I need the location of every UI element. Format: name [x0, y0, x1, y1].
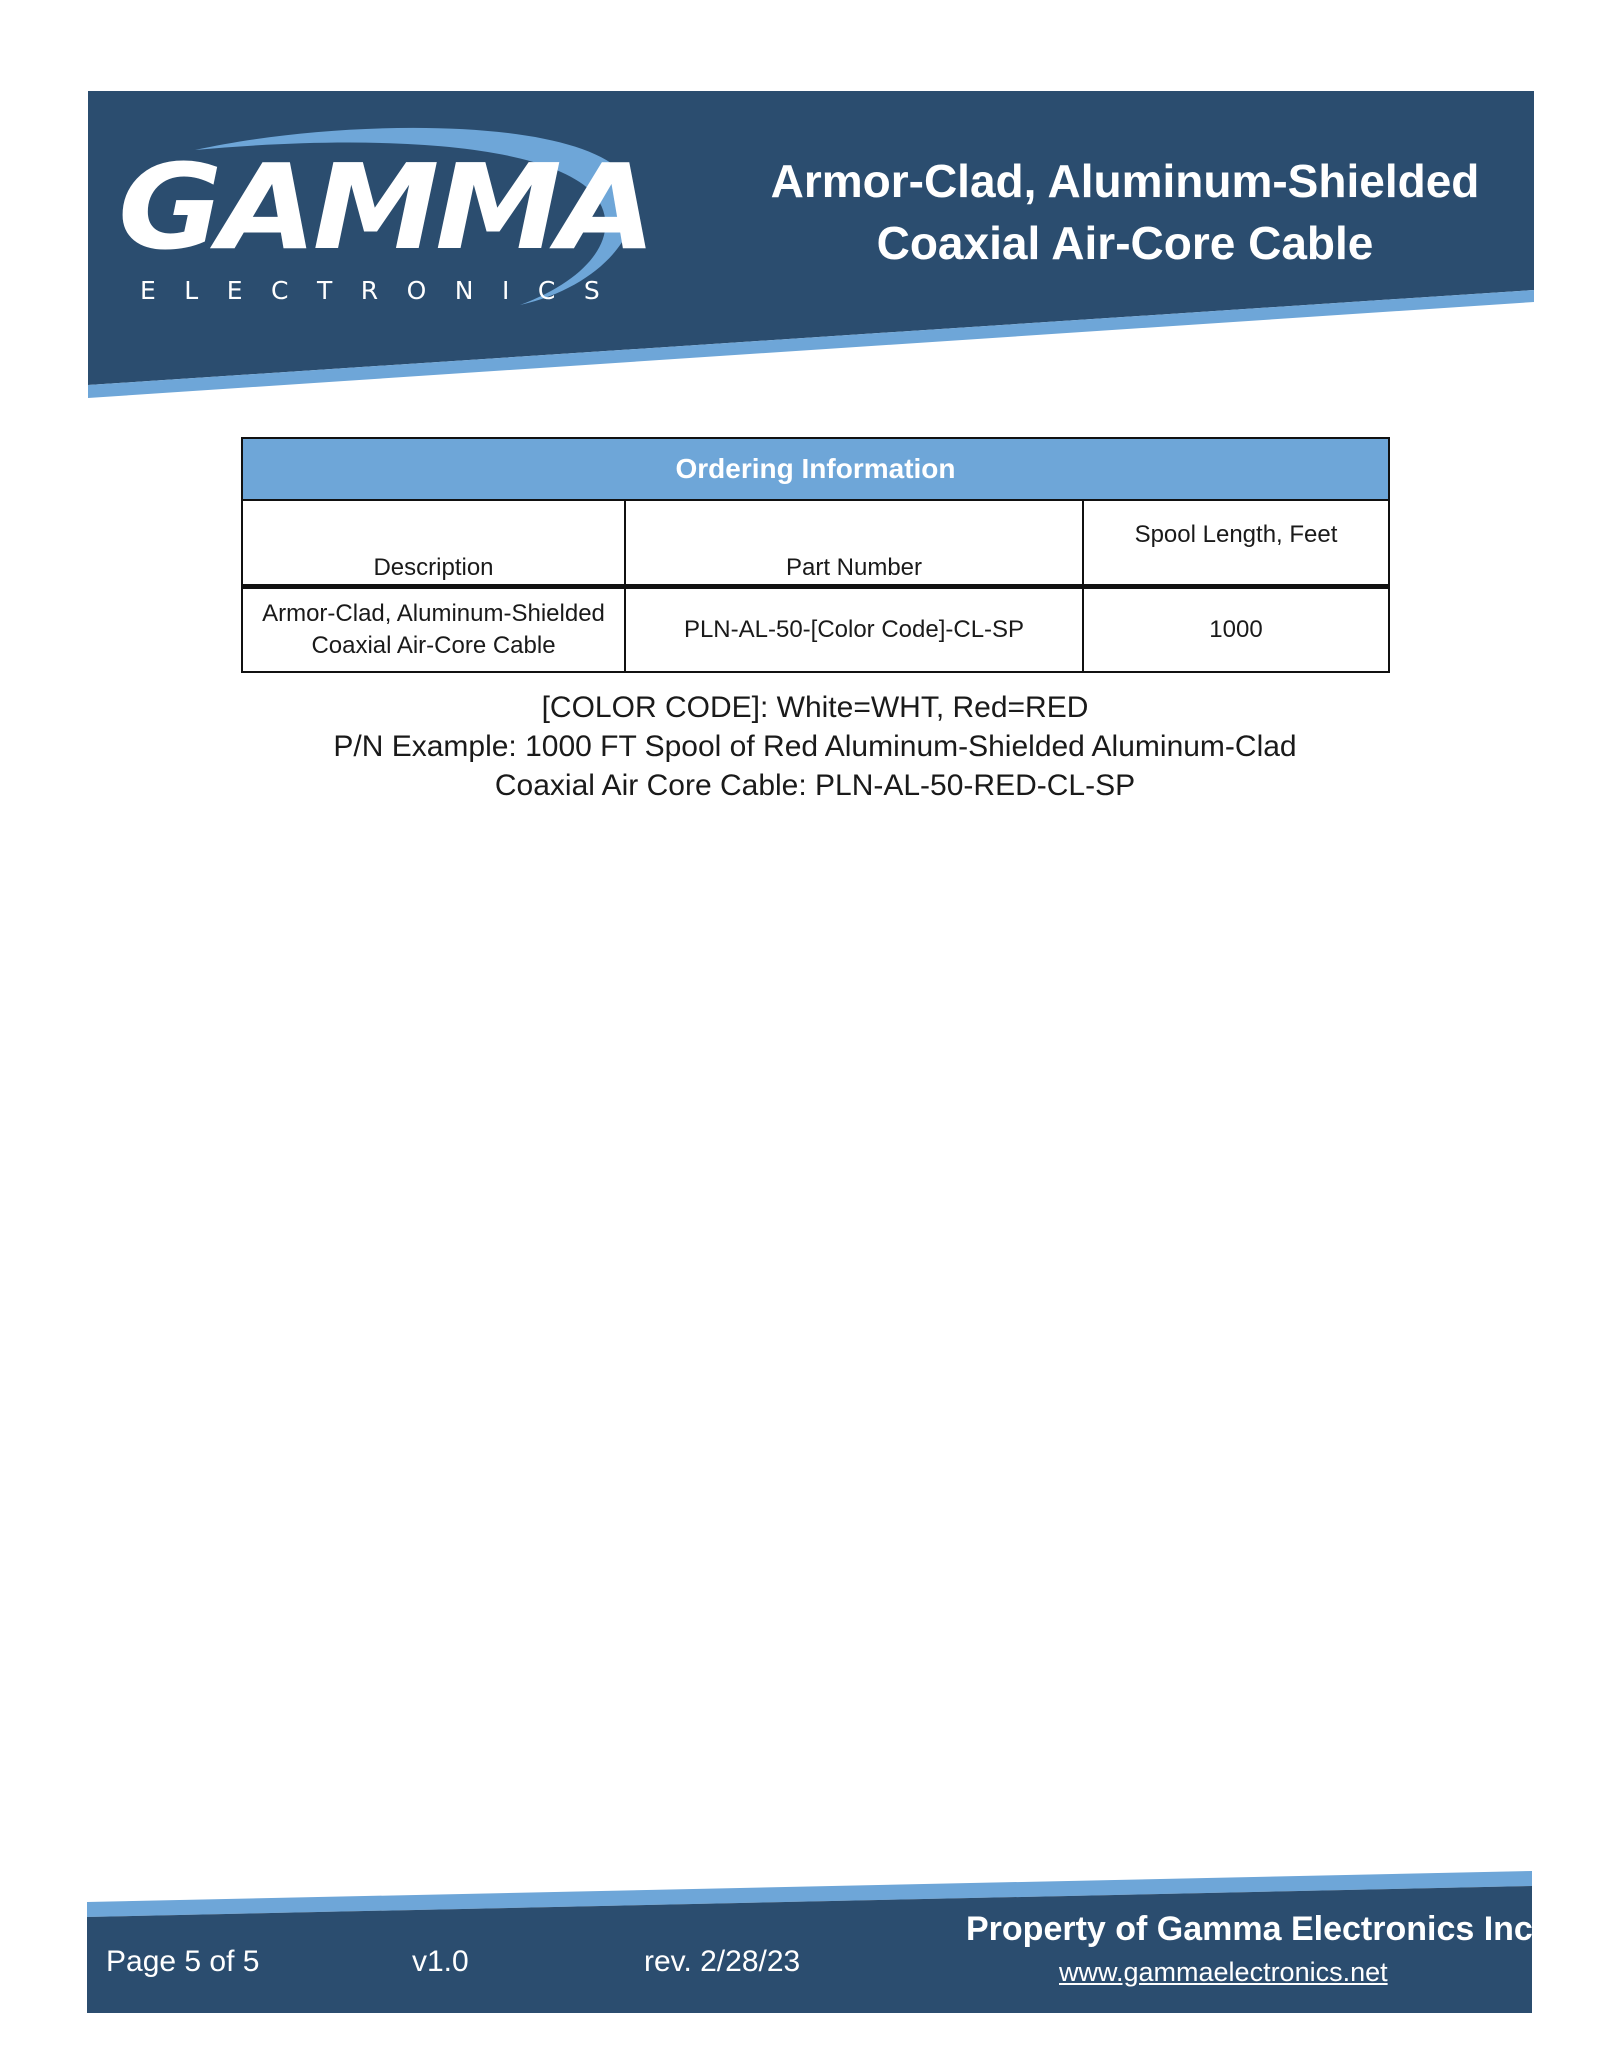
- logo-tagline: ELECTRONICS: [140, 276, 629, 305]
- column-header-spool-length: Spool Length, Feet: [1083, 500, 1389, 587]
- description-line-2: Coaxial Air-Core Cable: [311, 632, 556, 659]
- table-caption: Ordering Information: [242, 438, 1389, 500]
- page-number: Page 5 of 5: [106, 1945, 260, 1978]
- title-line-1: Armor-Clad, Aluminum-Shielded: [770, 155, 1480, 207]
- ownership-notice: Property of Gamma Electronics Inc.: [966, 1910, 1543, 1948]
- website-link[interactable]: www.gammaelectronics.net: [1059, 1957, 1388, 1987]
- example-note-line-1: P/N Example: 1000 FT Spool of Red Aluminum-Shielded Aluminum-Clad: [333, 730, 1297, 763]
- cell-part-number: PLN-AL-50-[Color Code]-CL-SP: [625, 587, 1083, 673]
- version-label: v1.0: [412, 1945, 469, 1978]
- color-code-note: [COLOR CODE]: White=WHT, Red=RED: [541, 691, 1089, 724]
- column-header-part-number: Part Number: [625, 500, 1083, 587]
- revision-date: rev. 2/28/23: [644, 1945, 801, 1978]
- logo-wordmark: GAMMA: [118, 138, 652, 276]
- description-line-1: Armor-Clad, Aluminum-Shielded: [262, 600, 605, 627]
- cell-spool-length: 1000: [1083, 587, 1389, 673]
- title-line-2: Coaxial Air-Core Cable: [876, 217, 1374, 269]
- column-header-description: Description: [242, 500, 625, 587]
- example-note-line-2: Coaxial Air Core Cable: PLN-AL-50-RED-CL-SP: [494, 769, 1136, 802]
